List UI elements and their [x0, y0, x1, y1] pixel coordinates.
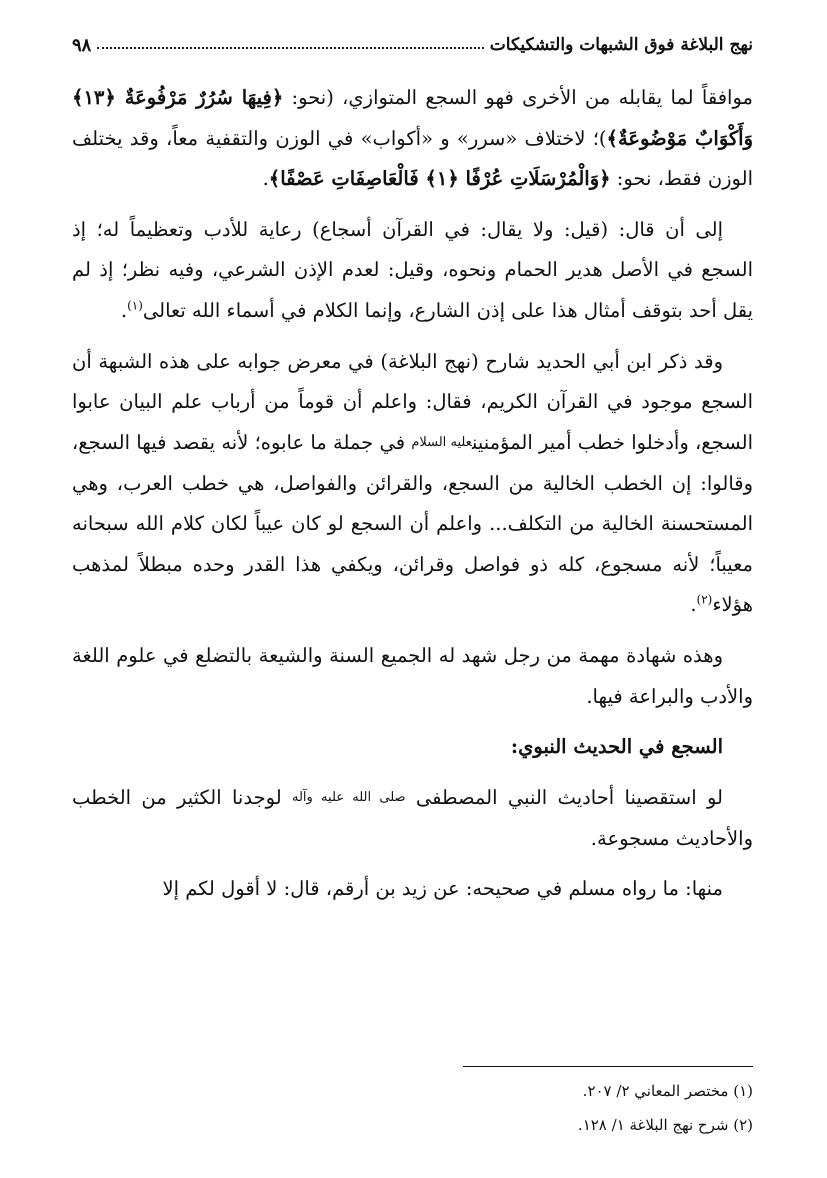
paragraph-6: منها: ما رواه مسلم في صحيحه: عن زيد بن أرقم، قال: لا أقول لكم إلا [162, 877, 723, 901]
running-header [72, 30, 753, 60]
footnotes [72, 1074, 753, 1142]
paragraph-4: وهذه شهادة مهمة من رجل شهد له الجميع السنة والشيعة بالتضلع في علوم اللغة والأدب والبراعة فيها. [72, 643, 753, 708]
footnote-2: (٢) شرح نهج البلاغة ١/ ١٢٨. [577, 1116, 753, 1134]
footnote-ref-1[interactable]: (١) [127, 298, 143, 313]
honorific-symbol-prophet: صلى الله عليه وآله [291, 789, 406, 805]
paragraph-3: وقد ذكر ابن أبي الحديد شارح (نهج البلاغة) في معرض جوابه على هذه الشبهة أن السجع موجود في القرآن الكريم، فقال: واعلم أن قوماً من أرباب علم البيان عابوا السجع، وأدخلوا خطب أمير المؤمنينعليه السلام في جملة ما عابوه؛ لأنه يقصد فيها السجع، وقالوا: إن الخطب الخالية من السجع، والقرائن والفواصل، هي خطب العرب، وهي المستحسنة الخالية من التكلف... واعلم أن السجع لو كان عيباً لكان كلام الله سبحانه معيباً؛ لأنه مسجوع، كله ذو فواصل وقرائن، ويكفي هذا القدر وحده مبطلاً لمذهب هؤلاء$^{(٢)}$. [72, 349, 754, 617]
honorific-symbol: عليه السلام [411, 434, 472, 450]
paragraph-2: إلى أن قال: (قيل: ولا يقال: في القرآن أسجاع) رعاية للأدب وتعظيماً له؛ إذ السجع في الأصل هدير الحمام ونحوه، وقيل: لعدم الإذن الشرعي، وفيه نظر؛ إذ لم يقل أحد بتوقف أمثال هذا على إذن الشارع، وإنما الكلام في أسماء الله تعالى$^{(١)}$. [72, 217, 753, 322]
page-number: ٩٨ [72, 34, 92, 56]
quran-verse-2: ﴿وَالْمُرْسَلَاتِ عُرْفًا ﴿١﴾ فَالْعَاصِفَاتِ عَصْفًا﴾ [268, 167, 611, 191]
paragraph-1: موافقاً لما يقابله من الأخرى فهو السجع المتوازي، (نحو: ﴿فِيهَا سُرُرٌ مَرْفُوعَةٌ ﴿١٣﴾ وَأَكْوَابٌ مَوْضُوعَةٌ﴾)؛ لاختلاف «سرر» و «أكواب» في الوزن والتقفية معاً، وقد يختلف الوزن فقط، نحو: ﴿وَالْمُرْسَلَاتِ عُرْفًا ﴿١﴾ فَالْعَاصِفَاتِ عَصْفًا﴾. [72, 86, 754, 191]
footnote-ref-2[interactable]: (٢) [696, 592, 713, 607]
header-title: نهج البلاغة فوق الشبهات والتشكيكات [489, 35, 753, 55]
footnote-divider [463, 1066, 753, 1067]
header-dotted-leader [97, 47, 483, 49]
footnote-1: (١) مختصر المعاني ٢/ ٢٠٧. [582, 1082, 753, 1100]
paragraph-5: لو استقصينا أحاديث النبي المصطفى صلى الله عليه وآله لوجدنا الكثير من الخطب والأحاديث مسجوعة. [72, 785, 753, 850]
quran-verse-1: ﴿فِيهَا سُرُرٌ مَرْفُوعَةٌ ﴿١٣﴾ وَأَكْوَابٌ مَوْضُوعَةٌ﴾ [72, 86, 754, 150]
main-text [72, 78, 753, 910]
section-heading: السجع في الحديث النبوي: [510, 735, 723, 759]
